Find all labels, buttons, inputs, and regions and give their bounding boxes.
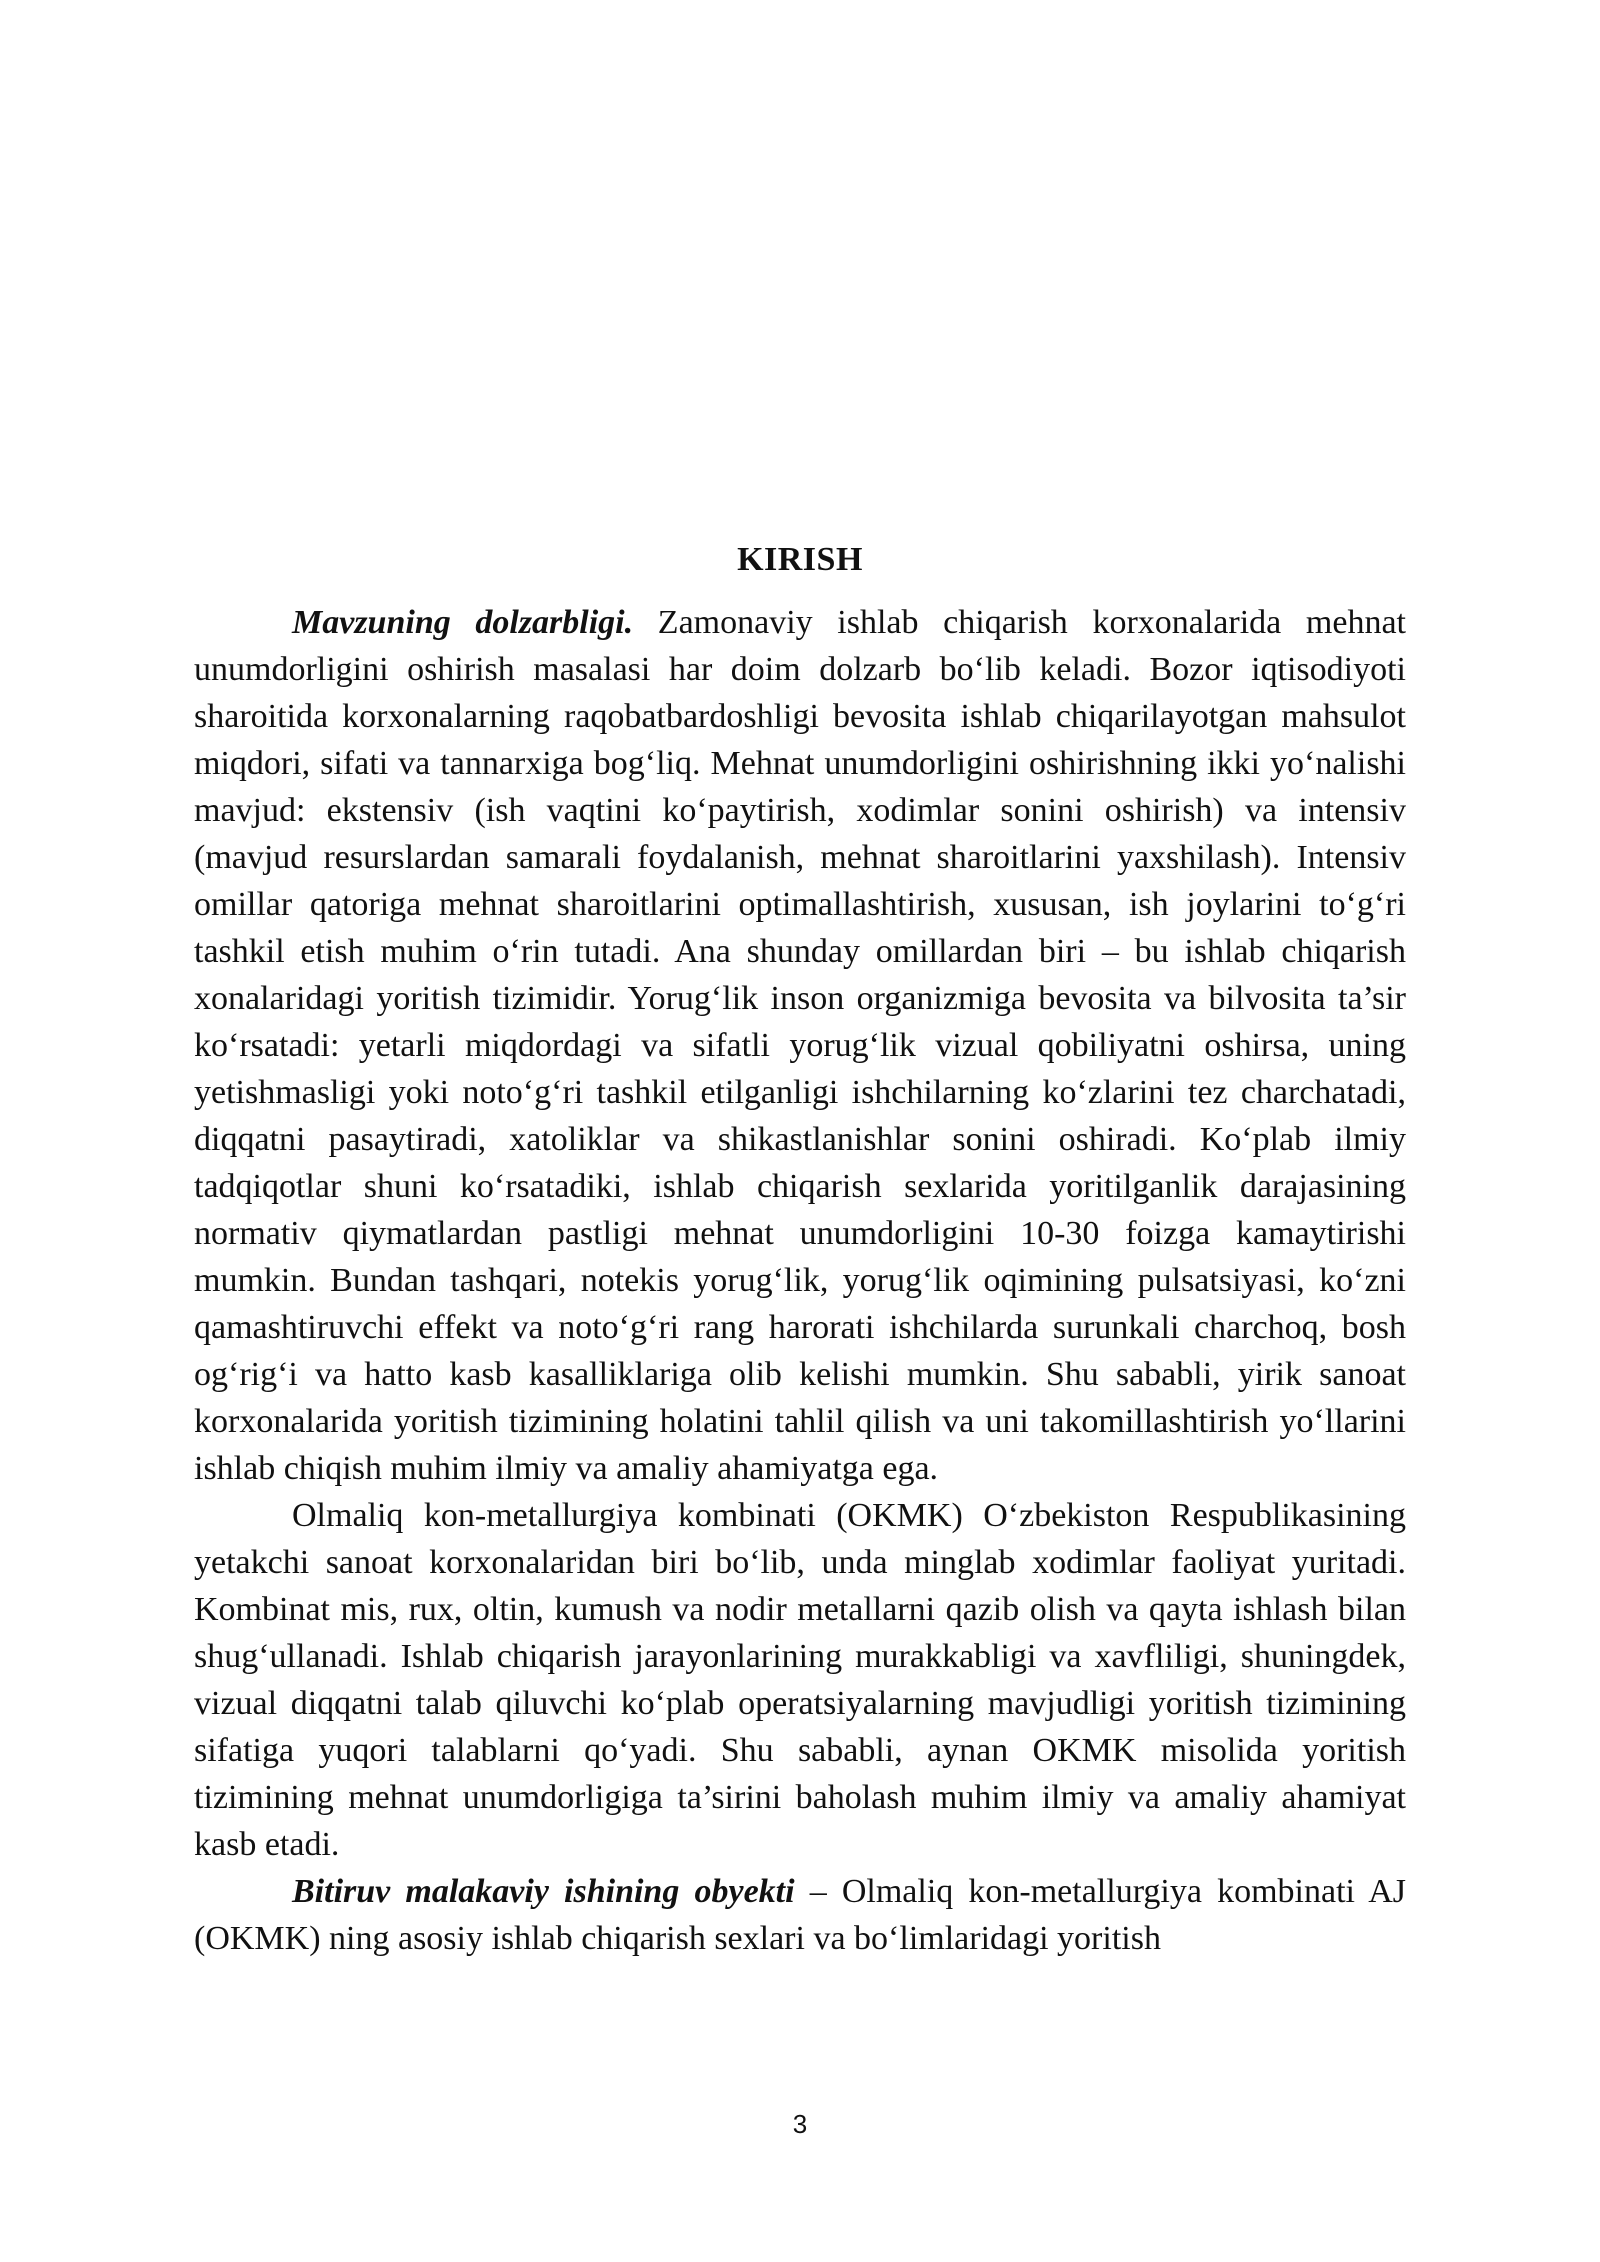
paragraph-lead: Mavzuning dolzarbligi.	[292, 604, 634, 641]
body-text	[194, 599, 1406, 1962]
paragraph-text: Zamonaviy ishlab chiqarish korxonalarida mehnat unumdorligini oshirish masalasi har doim dolzarb bo‘lib keladi. Bozor iqtisodiyoti sharoitida korxonalarning raqobatbardoshligi bevosita ishlab chiqarilayotgan mahsulot miqdori, sifati va tannarxiga bog‘liq. Mehnat unumdorligini oshirishning ikki yo‘nalishi mavjud: ekstensiv (ish vaqtini ko‘paytirish, xodimlar sonini oshirish) va intensiv (mavjud resurslardan samarali foydalanish, mehnat sharoitlarini yaxshilash). Intensiv omillar qatoriga mehnat sharoitlarini optimallashtirish, xususan, ish joylarini to‘g‘ri tashkil etish muhim o‘rin tutadi. Ana shunday omillardan biri – bu ishlab chiqarish xonalaridagi yoritish tizimidir. Yorug‘lik inson organizmiga bevosita va bilvosita ta’sir ko‘rsatadi: yetarli miqdordagi va sifatli yorug‘lik vizual qobiliyatni oshirsa, uning yetishmasligi yoki noto‘g‘ri tashkil etilganligi ishchilarning ko‘zlarini tez charchatadi, diqqatni pasaytiradi, xatoliklar va shikastlanishlar sonini oshiradi. Ko‘plab ilmiy tadqiqotlar shuni ko‘rsatadiki, ishlab chiqarish sexlarida yoritilganlik darajasining normativ qiymatlardan pastligi mehnat unumdorligini 10-30 foizga kamaytirishi mumkin. Bundan tashqari, notekis yorug‘lik, yorug‘lik oqimining pulsatsiyasi, ko‘zni qamashtiruvchi effekt va noto‘g‘ri rang harorati ishchilarda surunkali charchoq, bosh og‘rig‘i va hatto kasb kasalliklariga olib kelishi mumkin. Shu sababli, yirik sanoat korxonalarida yoritish tizimining holatini tahlil qilish va uni takomillashtirish yo‘llarini ishlab chiqish muhim ilmiy va amaliy ahamiyatga ega.	[194, 604, 1406, 1487]
paragraph-okmk	[194, 1492, 1406, 1868]
section-heading: KIRISH	[737, 541, 863, 578]
page-number: 3	[792, 2109, 808, 2139]
paragraph-text: Olmaliq kon-metallurgiya kombinati (OKMK) O‘zbekiston Respublikasining yetakchi sanoat korxonalaridan biri bo‘lib, unda minglab xodimlar faoliyat yuritadi. Kombinat mis, rux, oltin, kumush va nodir metallarni qazib olish va qayta ishlash bilan shug‘ullanadi. Ishlab chiqarish jarayonlarining murakkabligi va xavfliligi, shuningdek, vizual diqqatni talab qiluvchi ko‘plab operatsiyalarning mavjudligi yoritish tizimining sifatiga yuqori talablarni qo‘yadi. Shu sababli, aynan OKMK misolida yoritish tizimining mehnat unumdorligiga ta’sirini baholash muhim ilmiy va amaliy ahamiyat kasb etadi.	[194, 1497, 1406, 1863]
paragraph-text: – Olmaliq kon-metallurgiya kombinati AJ (OKMK) ning asosiy ishlab chiqarish sexlari va bo‘limlaridagi yoritish	[194, 1873, 1407, 1957]
paragraph-relevance	[194, 599, 1406, 1492]
paragraph-lead: Bitiruv malakaviy ishining obyekti	[292, 1873, 795, 1910]
paragraph-object	[194, 1868, 1406, 1962]
